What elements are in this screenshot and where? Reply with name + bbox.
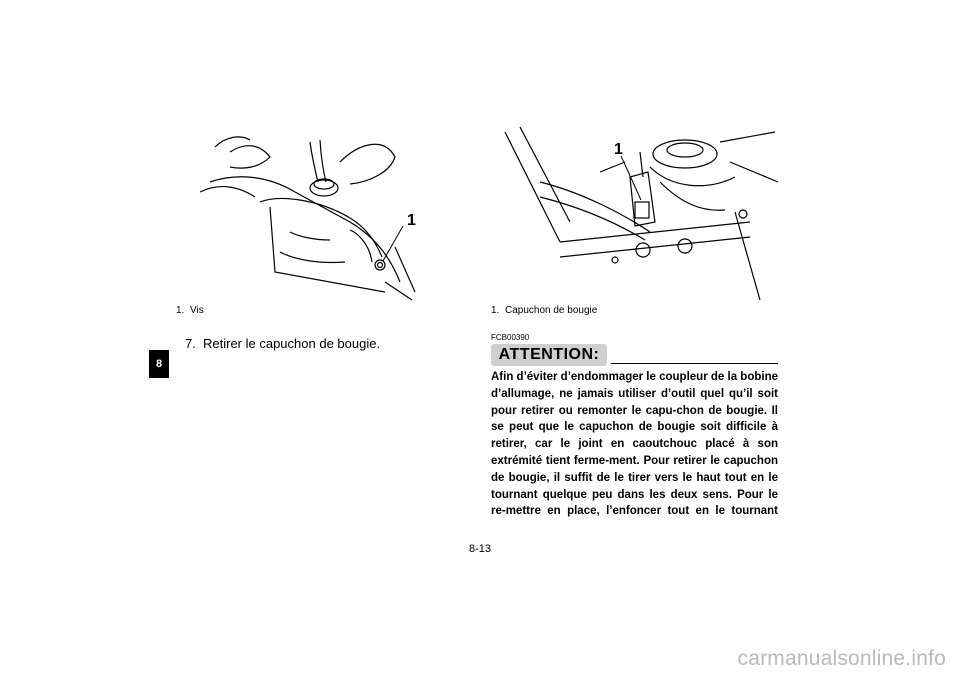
step-text: Retirer le capuchon de bougie. <box>203 336 381 351</box>
illustration-fuel-tank-screw <box>200 122 420 302</box>
caution-rule <box>611 363 778 364</box>
figure-left-caption <box>176 305 204 316</box>
caution-heading-bar <box>491 344 778 366</box>
illustration-spark-plug-cap <box>500 122 780 300</box>
reference-code: FCB00390 <box>491 333 530 342</box>
caption-text: Capuchon de bougie <box>505 305 598 316</box>
callout-right: 1 <box>614 141 623 158</box>
watermark-text: carmanualsonline.info <box>737 647 946 670</box>
caption-number: 1. <box>491 305 500 316</box>
page-number: 8-13 <box>468 543 492 555</box>
caution-heading: ATTENTION: <box>491 344 607 366</box>
chapter-tab: 8 <box>149 350 169 378</box>
caption-number: 1. <box>176 305 185 316</box>
caption-text: Vis <box>190 305 204 316</box>
callout-left: 1 <box>407 212 416 229</box>
figure-right-caption <box>491 305 597 316</box>
step-number: 7. <box>185 336 196 351</box>
caution-text: Afin d’éviter d’endommager le coupleur de la bobine d’allumage, ne jamais utiliser d’outil quel qu’il soit pour retirer ou remonter le capu-chon de bougie. Il se peut que le capuchon de bougie soit difficile à retirer, car le joint en caoutchouc placé à son extrémité tient ferme-ment. Pour retirer le capuchon de bougie, il suffit de le tirer vers le haut tout en le tournant quelque peu dans les deux sens. Pour le re-mettre en place, l’enfoncer tout en le tournant <box>491 371 778 518</box>
instruction-step <box>185 336 380 351</box>
